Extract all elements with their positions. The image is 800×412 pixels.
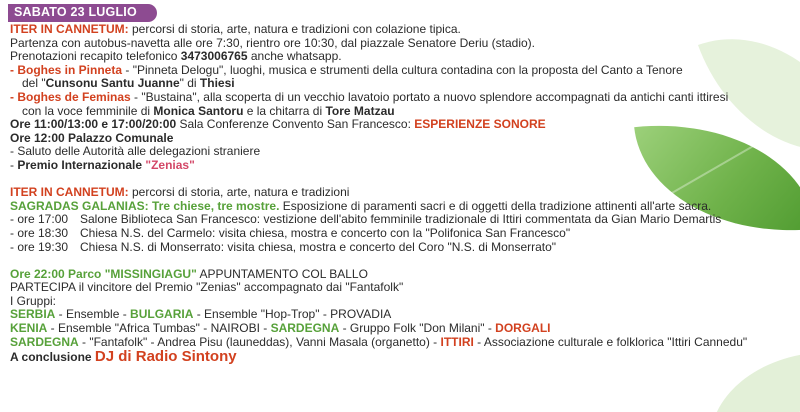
- boghes-feminas-title: Boghes de Feminas: [17, 89, 131, 104]
- esperienze-line: [10, 118, 750, 132]
- text: - Ensemble "Africa Tumbas" - NAIROBI -: [47, 321, 271, 336]
- prenotazioni-text: Prenotazioni recapito telefonico: [10, 49, 181, 64]
- country-bulgaria: BULGARIA: [130, 307, 194, 322]
- gruppo-serbia-line: [10, 308, 750, 322]
- ore12-line: Ore 12:00 Palazzo Comunale: [10, 130, 174, 145]
- phone-number: 3473006765: [180, 49, 248, 64]
- boghes-feminas-line2: [10, 105, 750, 119]
- date-header: SABATO 23 LUGLIO: [8, 4, 157, 22]
- schedule-text: Chiesa N.S. del Carmelo: visita chiesa, mostra e concerto con la "Polifonica San Francesco": [80, 225, 571, 240]
- gruppo-kenia-line: [10, 322, 750, 336]
- missingiagu-label: Ore 22:00 Parco "MISSINGIAGU": [10, 266, 197, 281]
- bullet-dash: -: [10, 89, 18, 104]
- gruppo-sardegna-line: [10, 336, 750, 350]
- schedule-item: [10, 227, 750, 241]
- esperienze-sonore: ESPERIENZE SONORE: [414, 117, 546, 132]
- sagradas-line: [10, 200, 750, 214]
- text: - Associazione culturale e folklorica "Ittiri Cannedu": [473, 334, 748, 349]
- iter-label: ITER IN CANNETUM:: [10, 185, 129, 200]
- zenias-name: "Zenias": [145, 157, 195, 172]
- sagradas-label: SAGRADAS GALANIAS: Tre chiese, tre mostre.: [10, 198, 280, 213]
- text: e la chitarra di: [243, 103, 326, 118]
- text: - "Fantafolk" - Andrea Pisu (launeddas), Vanni Masala (organetto) -: [78, 334, 441, 349]
- boghes-feminas-line: [10, 91, 750, 105]
- prenotazioni-tail: anche whatsapp.: [247, 49, 342, 64]
- premio-line: [10, 159, 750, 173]
- text: " di: [179, 76, 200, 91]
- saluto-line: - Saluto delle Autorità alle delegazioni straniere: [10, 144, 261, 159]
- text: con la voce femminile di: [22, 103, 154, 118]
- monica-santoru: Monica Santoru: [153, 103, 244, 118]
- premio-text: Premio Internazionale: [17, 157, 146, 172]
- boghes-feminas-text: - "Bustaina", alla scoperta di un vecchio lavatoio portato a nuovo splendore accompagnati da antichi canti ittiresi: [130, 89, 729, 104]
- country-kenia: KENIA: [10, 321, 48, 336]
- thiesi-name: Thiesi: [199, 76, 235, 91]
- conclusione-line: [10, 349, 750, 365]
- schedule-time: - ore 19:30: [10, 239, 69, 254]
- bullet-dash: -: [10, 157, 18, 172]
- region-sardegna: SARDEGNA: [270, 321, 340, 336]
- partecipa-line: PARTECIPA il vincitore del Premio "Zenias" accompagnato dai "Fantafolk": [10, 280, 404, 295]
- iter-label: ITER IN CANNETUM:: [10, 22, 129, 36]
- boghes-pinneta-title: Boghes in Pinneta: [17, 62, 123, 77]
- program-content: [10, 23, 750, 365]
- prenotazioni-line: [10, 50, 750, 64]
- text: - Gruppo Folk "Don Milani" -: [339, 321, 496, 336]
- schedule-text: Chiesa N.S. di Monserrato: visita chiesa, mostra e concerto del Coro "N.S. di Monserrato": [80, 239, 557, 254]
- boghes-pinneta-line: [10, 64, 750, 78]
- schedule-item: [10, 213, 750, 227]
- schedule-time: - ore 17:00: [10, 212, 69, 227]
- sagradas-text: Esposizione di paramenti sacri e di oggetti della tradizione attinenti all'arte sacra.: [279, 198, 712, 213]
- partenza-line: Partenza con autobus-navetta alle ore 7:30, rientro ore 10:30, dal piazzale Senatore Deriu (stadio).: [10, 35, 535, 50]
- gruppi-line: I Gruppi:: [10, 293, 57, 308]
- sala-text: Sala Conferenze Convento San Francesco:: [176, 117, 415, 132]
- schedule-item: [10, 241, 750, 255]
- town-ittiri: ITTIRI: [440, 334, 474, 349]
- schedule-time: - ore 18:30: [10, 225, 69, 240]
- schedule-text: Salone Biblioteca San Francesco: vestizione dell'abito femminile tradizionale di Ittiri commentata da Gian Mario Demartis: [80, 212, 722, 227]
- region-sardegna: SARDEGNA: [10, 334, 79, 349]
- ore-times: Ore 11:00/13:00 e 17:00/20:00: [10, 117, 177, 132]
- tore-matzau: Tore Matzau: [325, 103, 395, 118]
- country-serbia: SERBIA: [10, 307, 56, 322]
- town-dorgali: DORGALI: [495, 321, 551, 336]
- iter-text: percorsi di storia, arte, natura e tradizioni con colazione tipica.: [128, 22, 461, 36]
- bullet-dash: -: [10, 62, 18, 77]
- ballo-text: APPUNTAMENTO COL BALLO: [196, 266, 368, 281]
- boghes-pinneta-text: - "Pinneta Delogu", luoghi, musica e strumenti della cultura contadina con la proposta del Canto a Tenore: [122, 62, 683, 77]
- text: - Ensemble -: [55, 307, 131, 322]
- text: - Ensemble "Hop-Trop" - PROVADIA: [193, 307, 392, 322]
- iter-text: percorsi di storia, arte, natura e tradizioni: [128, 185, 350, 200]
- boghes-pinneta-line2: [10, 77, 750, 91]
- iter2-line: [10, 186, 750, 200]
- conclusione-text: A conclusione: [10, 350, 95, 365]
- text: del ": [22, 76, 46, 91]
- cunsonu-name: Cunsonu Santu Juanne: [45, 76, 180, 91]
- ore22-line: [10, 268, 750, 282]
- iter-line: [10, 23, 750, 37]
- dj-name: DJ di Radio Sintony: [94, 348, 237, 366]
